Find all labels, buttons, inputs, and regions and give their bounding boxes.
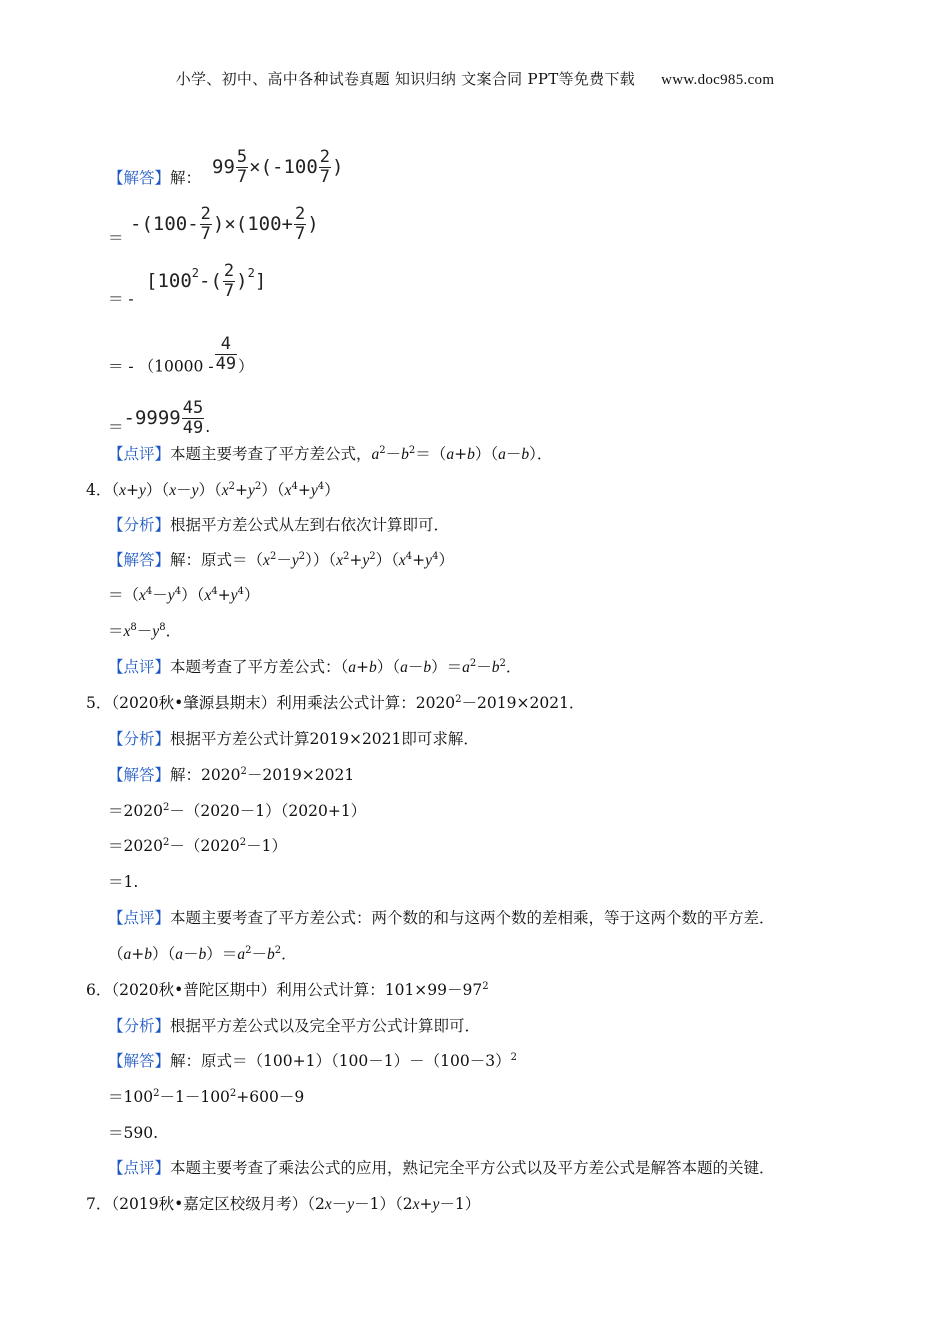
- analysis-text: 根据平方差公式从左到右依次计算即可．: [170, 516, 450, 534]
- math-image-step-2: [$100^2-$( $\frac{2}{7}$ )$^2$]: [146, 261, 267, 301]
- answer-text: 解：: [170, 766, 202, 784]
- problem-7-number: 7．: [86, 1195, 112, 1213]
- answer-tag: 【解答】: [108, 1052, 171, 1070]
- answer-tag: 【解答】: [108, 551, 171, 569]
- problem-5-number: 5．: [86, 694, 112, 712]
- comment-line: [108, 908, 775, 928]
- comment-line: 【点评】本题考查了平方差公式：$(a+b)(a-b)=a^2-b^2$．: [108, 658, 522, 676]
- problem-5-question: 5．（2020秋•肇源县期末）利用乘法公式计算：$2020^2-2019\times 2021$．: [86, 694, 585, 712]
- problem-7-question: 7．（2019秋•嘉定区校级月考）（2x－y－1）（2x+y－1）: [86, 1195, 481, 1213]
- comment-line: 【点评】本题主要考查了平方差公式，$a^2-b^2=(a+b)(a-b)$．: [108, 445, 553, 463]
- comment-text: 本题主要考查了乘法公式的应用，熟记完全平方公式以及平方差公式是解答本题的关键．: [170, 1159, 775, 1177]
- header-text: 小学、初中、高中各种试卷真题 知识归纳 文案合同 PPT等免费下载: [175, 70, 636, 88]
- analysis-line: [108, 1016, 480, 1036]
- problem-4-number: 4．: [86, 481, 112, 499]
- answer-text: 解：原式＝（100+1）（100－1）－（100－3）: [170, 1052, 511, 1070]
- step-4-end: .: [205, 418, 211, 436]
- comment-line: [108, 1158, 775, 1178]
- comment-text: 本题主要考查了平方差公式：两个数的和与这两个数的差相乘，等于这两个数的平方差．: [170, 909, 775, 927]
- answer-tag: 【解答】: [108, 169, 171, 187]
- problem-4-question: 4．$(x+y)(x-y)(x^2+y^2)(x^4+y^4)$: [86, 481, 340, 499]
- comment-tag: 【点评】: [108, 658, 171, 676]
- answer-line: 【解答】解：$2020^2-2019\times 2021$: [108, 766, 355, 784]
- problem-5-text: （2020秋•肇源县期末）利用乘法公式计算：: [111, 694, 416, 712]
- answer-intro: 解：: [170, 169, 202, 187]
- step-line: $=2020^2-(2020-1)(2020+1)$: [108, 802, 367, 820]
- problem-6-number: 6．: [86, 981, 112, 999]
- analysis-line: [108, 729, 479, 749]
- step-3: [108, 334, 254, 386]
- result-line: ＝1.: [108, 873, 139, 891]
- header-site: www.doc985.com: [661, 72, 775, 88]
- comment-tag: 【点评】: [108, 1159, 171, 1177]
- problem-6-question: 6．（2020秋•普陀区期中）利用公式计算：$101\times 99-97^2$: [86, 981, 489, 999]
- answer-line: 【解答】解：原式$=(x^2-y^2))(x^2+y^2)(x^4+y^4)$: [108, 551, 454, 569]
- answer-tag: 【解答】: [108, 766, 171, 784]
- step-2-eq: ＝ -: [108, 290, 134, 308]
- math-image-expression: 99 $\frac{5}{7}$ ×(-100 $\frac{2}{7}$ ): [212, 147, 344, 187]
- step-3-suffix: ）: [238, 357, 254, 376]
- analysis-tag: 【分析】: [108, 516, 171, 534]
- step-1-eq: ＝: [108, 229, 124, 247]
- analysis-text: 根据平方差公式计算2019×2021即可求解．: [170, 730, 479, 748]
- step-4-eq: ＝: [108, 418, 124, 436]
- problem-7-text: （2019秋•嘉定区校级月考）: [111, 1195, 308, 1213]
- analysis-tag: 【分析】: [108, 730, 171, 748]
- step-line: $=(x^4-y^4)(x^4+y^4)$: [108, 586, 260, 604]
- analysis-tag: 【分析】: [108, 1017, 171, 1035]
- comment-text: 本题主要考查了平方差公式，: [170, 445, 372, 463]
- analysis-line: [108, 515, 449, 535]
- result-line: $=x^8-y^8$．: [108, 622, 182, 640]
- step-3-prefix: ＝ - （10000 -: [108, 357, 214, 376]
- step-line: $=100^2-1-100^2+600-9$: [108, 1088, 305, 1106]
- math-image-step-1: -(100- $\frac{2}{7}$ )×(100+ $\frac{2}{7}$ ): [130, 204, 319, 244]
- answer-text: 解：原式＝: [170, 551, 248, 569]
- result-line: ＝590.: [108, 1124, 159, 1142]
- answer-line: 【解答】解：原式$=(100+1)(100-1)-(100-3)^2$: [108, 1052, 517, 1070]
- step-4: [108, 398, 211, 446]
- math-image-fraction: $\frac{4}{49}$: [215, 334, 237, 374]
- comment-tag: 【点评】: [108, 909, 171, 927]
- analysis-text: 根据平方差公式以及完全平方公式计算即可．: [170, 1017, 481, 1035]
- step-line: $=2020^2-(2020^2-1)$: [108, 837, 288, 855]
- page-header: [0, 68, 950, 89]
- comment-text: 本题考查了平方差公式：: [170, 658, 341, 676]
- comment-tag: 【点评】: [108, 445, 171, 463]
- formula-line: $(a+b)(a-b)=a^2-b^2$．: [108, 945, 297, 963]
- math-image-result: -9999 $\frac{45}{49}$: [123, 398, 204, 438]
- answer-line: [108, 168, 201, 188]
- problem-6-text: （2020秋•普陀区期中）利用公式计算：: [111, 981, 385, 999]
